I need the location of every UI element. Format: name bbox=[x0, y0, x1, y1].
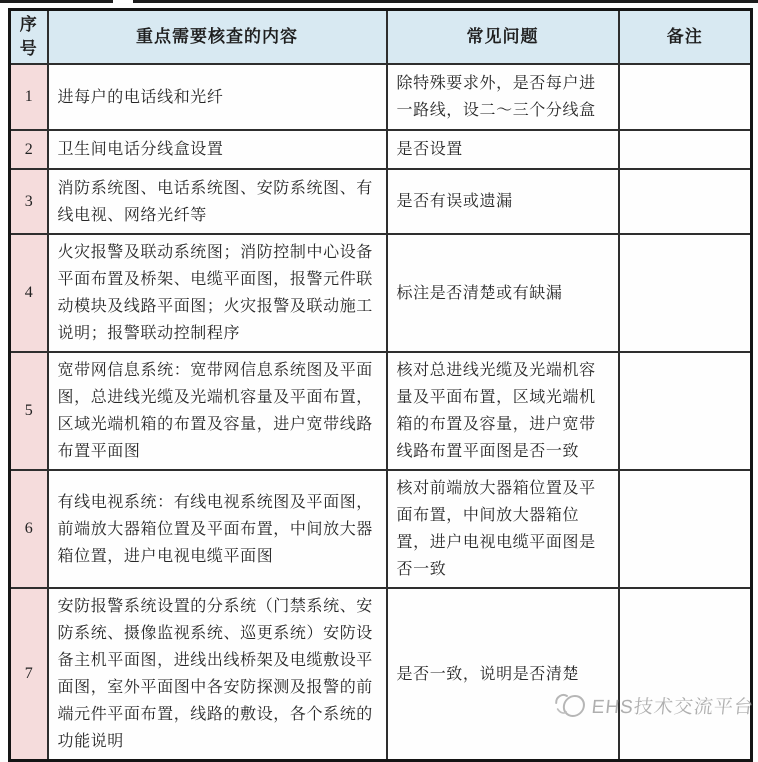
table-row bbox=[10, 352, 752, 470]
row-number: 6 bbox=[10, 470, 48, 588]
row-content: 卫生间电话分线盒设置 bbox=[48, 130, 387, 169]
row-content: 消防系统图、电话系统图、安防系统图、有线电视、网络光纤等 bbox=[48, 169, 387, 234]
table-row bbox=[10, 130, 752, 169]
row-remark bbox=[619, 352, 752, 470]
top-crop-line-right bbox=[133, 0, 758, 3]
header-key-content: 重点需要核查的内容 bbox=[48, 10, 387, 65]
row-remark bbox=[619, 169, 752, 234]
row-number: 3 bbox=[10, 169, 48, 234]
row-problem: 标注是否清楚或有缺漏 bbox=[387, 234, 619, 352]
row-content: 火灾报警及联动系统图；消防控制中心设备平面布置及桥架、电缆平面图，报警元件联动模块及线路平面图；火灾报警及联动施工说明；报警联动控制程序 bbox=[48, 234, 387, 352]
row-number: 2 bbox=[10, 130, 48, 169]
top-crop-line-left bbox=[0, 0, 113, 3]
table-row bbox=[10, 588, 752, 761]
row-number: 4 bbox=[10, 234, 48, 352]
row-problem: 核对总进线光缆及光端机容量及平面布置，区域光端机箱的布置及容量，进户宽带线路布置平面图是否一致 bbox=[387, 352, 619, 470]
row-content: 安防报警系统设置的分系统（门禁系统、安防系统、摄像监视系统、巡更系统）安防设备主机平面图，进线出线桥架及电缆敷设平面图，室外平面图中各安防探测及报警的前端元件平面布置，线路的敷设，各个系统的功能说明 bbox=[48, 588, 387, 761]
row-problem: 核对前端放大器箱位置及平面布置，中间放大器箱位置，进户电视电缆平面图是否一致 bbox=[387, 470, 619, 588]
table-row bbox=[10, 470, 752, 588]
row-remark bbox=[619, 588, 752, 761]
row-content: 进每户的电话线和光纤 bbox=[48, 64, 387, 130]
header-remarks: 备注 bbox=[619, 10, 752, 65]
row-content: 宽带网信息系统：宽带网信息系统图及平面图，总进线光缆及光端机容量及平面布置，区域光端机箱的布置及容量，进户宽带线路布置平面图 bbox=[48, 352, 387, 470]
table-row bbox=[10, 169, 752, 234]
row-problem: 除特殊要求外，是否每户进一路线，设二～三个分线盒 bbox=[387, 64, 619, 130]
row-remark bbox=[619, 64, 752, 130]
row-problem: 是否一致，说明是否清楚 bbox=[387, 588, 619, 761]
row-problem: 是否设置 bbox=[387, 130, 619, 169]
row-number: 5 bbox=[10, 352, 48, 470]
row-number: 1 bbox=[10, 64, 48, 130]
table-row bbox=[10, 64, 752, 130]
row-problem: 是否有误或遗漏 bbox=[387, 169, 619, 234]
row-content: 有线电视系统：有线电视系统图及平面图，前端放大器箱位置及平面布置，中间放大器箱位置，进户电视电缆平面图 bbox=[48, 470, 387, 588]
watermark-text: EHS技术交流平台 bbox=[590, 696, 755, 718]
table-header-row bbox=[10, 10, 752, 65]
row-number: 7 bbox=[10, 588, 48, 761]
table-row bbox=[10, 234, 752, 352]
header-common-problems: 常见问题 bbox=[387, 10, 619, 65]
row-remark bbox=[619, 130, 752, 169]
header-serial-number: 序号 bbox=[10, 10, 48, 65]
row-remark bbox=[619, 234, 752, 352]
row-remark bbox=[619, 470, 752, 588]
inspection-checklist-table bbox=[8, 8, 753, 762]
